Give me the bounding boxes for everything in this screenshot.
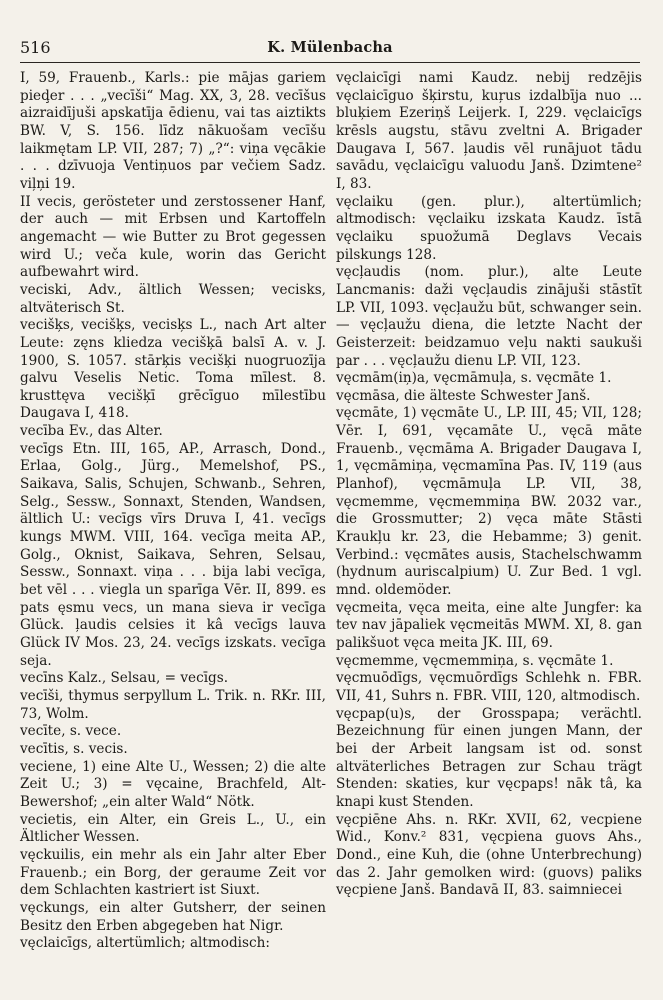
dictionary-entry: vęcmuōdīgs, vęcmuōrdīgs Schlehk n. FBR. VII, 41, Suhrs n. FBR. VIII, 120, altmodisch.: [336, 670, 642, 704]
left-column: [20, 70, 326, 953]
dictionary-entry: vęckuilis, ein mehr als ein Jahr alter Eber Frauenb.; ein Borg, der geraume Zeit vor dem Schlachten kastriert ist Siuxt.: [20, 846, 326, 899]
dictionary-entry: vęclaicīgi nami Kaudz. nebij redzējis vęclaicīguo šķirstu, kuŗus izdalbīja nuo ... bluķiem Ezeriņš Leijerk. I, 229. vęclaicīgs krēsls augstu, stāvu zveltni A. Brigader Daugava I, 567. ļaudis vēl runājuot tādu savādu, vęclaicīgu valuodu Janš. Dzimtene² I, 83.: [336, 70, 642, 192]
dictionary-entry: vęcmeita, vęca meita, eine alte Jungfer: ka tev nav jāpaliek vęcmeitās MWM. XI, 8. gan palikšuot vęca meita JK. III, 69.: [336, 599, 642, 651]
right-column: [336, 70, 642, 900]
dictionary-entry: vęclaicīgs, altertümlich; altmodisch:: [20, 935, 270, 952]
dictionary-entry: vęckungs, ein alter Gutsherr, der seinen Besitz den Erben abgegeben hat Nigr.: [20, 899, 326, 934]
dictionary-entry: vęcmām(iņ)a, vęcmāmuļa, s. vęcmāte 1.: [336, 370, 612, 387]
dictionary-entry: II vecis, gerösteter und zerstossener Hanf, der auch — mit Erbsen und Kartoffeln angemacht — wie Butter zu Brot gegessen wird U.; veča kule, worin das Gericht aufbewahrt wird.: [20, 193, 326, 281]
dictionary-entry: vecietis, ein Alter, ein Greis L., U., ein Ältlicher Wessen.: [20, 811, 326, 846]
dictionary-entry: vecīte, s. vece.: [20, 723, 122, 740]
header-rule: [20, 62, 640, 63]
dictionary-entry: vęcļaudis (nom. plur.), alte Leute Lancmanis: daži vęcļaudis zinājuši stāstīt LP. VII, 1093. vęcļaužu būt, schwanger sein. — vęcļaužu diena, die letzte Nacht der Geisterzeit: beidzamuo veļu nakti saukuši par . . . vęcļaužu dienu LP. VII, 123.: [336, 264, 642, 369]
dictionary-entry: vęcmemme, vęcmemmiņa, s. vęcmāte 1.: [336, 652, 614, 669]
page-header: [20, 38, 640, 60]
dictionary-entry: veciski, Adv., ältlich Wessen; vecisks, altväterisch St.: [20, 281, 326, 316]
running-head: K. Mülenbacha: [267, 39, 393, 56]
dictionary-entry: I, 59, Frauenb., Karls.: pie mājas gariem pieḑer . . . „vecīši“ Mag. XX, 3, 28. vecīšus aizraidījuši apskatīja ēdienu, vai tas aiztikts BW. V, S. 156. līdz nākuošam vecīšu laikmętam LP. VII, 287; 7) „?“: viņa vęcākie . . . dzīvuoja Ventiņuos par večiem Sadz. viļņi 19.: [20, 70, 326, 192]
page-number: 516: [20, 38, 51, 57]
dictionary-entry: vęcmāsa, die älteste Schwester Janš.: [336, 387, 591, 404]
dictionary-entry: vęcpiēne Ahs. n. RKr. XVII, 62, vecpiene Wid., Konv.² 831, vęcpiena guovs Ahs., Dond., eine Kuh, die (ohne Unterbrechung) das 2. Jahr gemolken wird: (guovs) paliks vęcpiene Janš. Bandavā II, 83. saimniecei: [336, 811, 642, 899]
dictionary-entry: vęclaiku (gen. plur.), altertümlich; altmodisch: vęclaiku izskata Kaudz. īstā vęclaiku spuožumā Deglavs Vecais pilskungs 128.: [336, 193, 642, 263]
dictionary-entry: vecība Ev., das Alter.: [20, 423, 163, 440]
dictionary-entry: vecišķs, vecišķs, vecisķs L., nach Art alter Leute: zęns kliedza vecišķā balsī A. v. J. 1900, S. 1057. stārķis vecišķi nuogruozīja galvu Veselis Netic. Toma mīlest. 8. krusttęva vecišķī grēcīguo mīlestību Daugava I, 418.: [20, 317, 326, 422]
dictionary-entry: vecīns Kalz., Selsau, = vecīgs.: [20, 670, 229, 687]
dictionary-entry: vecīši, thymus serpyllum L. Trik. n. RKr. III, 73, Wolm.: [20, 687, 326, 722]
dictionary-entry: vęcmāte, 1) vęcmāte U., LP. III, 45; VII, 128; Vēr. I, 691, vęcamāte U., vęcā māte Frauenb., vęcmāma A. Brigader Daugava I, 1, vęcmāmiņa, vęcmamīna Pas. IV, 119 (aus Planhof), vęcmāmuļa LP. VII, 38, vęcmemme, vęcmemmiņa BW. 2032 var., die Grossmutter; 2) vęca māte Stāsti Kraukļu kr. 23, die Hebamme; 3) genit. Verbind.: vęcmātes ausis, Stachelschwamm (hydnum auriscalpium) U. Zur Bed. 1 vgl. mnd. oldemöder.: [336, 405, 642, 599]
dictionary-entry: vecīgs Etn. III, 165, AP., Arrasch, Dond., Erlaa, Golg., Jürg., Memelshof, PS., Saikava, Salis, Schujen, Schwanb., Sehren, Selg., Sessw., Sonnaxt, Stenden, Wandsen, ältlich U.: vecīgs vīrs Druva I, 41. vecīgs kungs MWM. VIII, 164. vecīga meita AP., Golg., Oknist, Saikava, Sehren, Selsau, Sessw., Sonnaxt. viņa . . . bija labi vecīga, bet vēl . . . viegla un sparīga Vēr. II, 899. es pats ęsmu vecs, un mana sieva ir vecīga Glück. ļaudis celsies it kâ vecīgs lauva Glück IV Mos. 23, 24. vecīgs izskats. vecīga seja.: [20, 440, 326, 669]
dictionary-entry: vecītis, s. vecis.: [20, 740, 128, 757]
dictionary-entry: veciene, 1) eine Alte U., Wessen; 2) die alte Zeit U.; 3) = vęcaine, Brachfeld, Alt-Bewershof; „ein alter Wald“ Nötk.: [20, 758, 326, 810]
dictionary-entry: vęcpap(u)s, der Grosspapa; verächtl. Bezeichnung für einen jungen Mann, der bei der Arbeit langsam ist od. sonst altväterliches Betragen zur Schau trägt Stenden: skaties, kur vęcpaps! nāk tâ, ka knapi kust Stenden.: [336, 705, 642, 810]
